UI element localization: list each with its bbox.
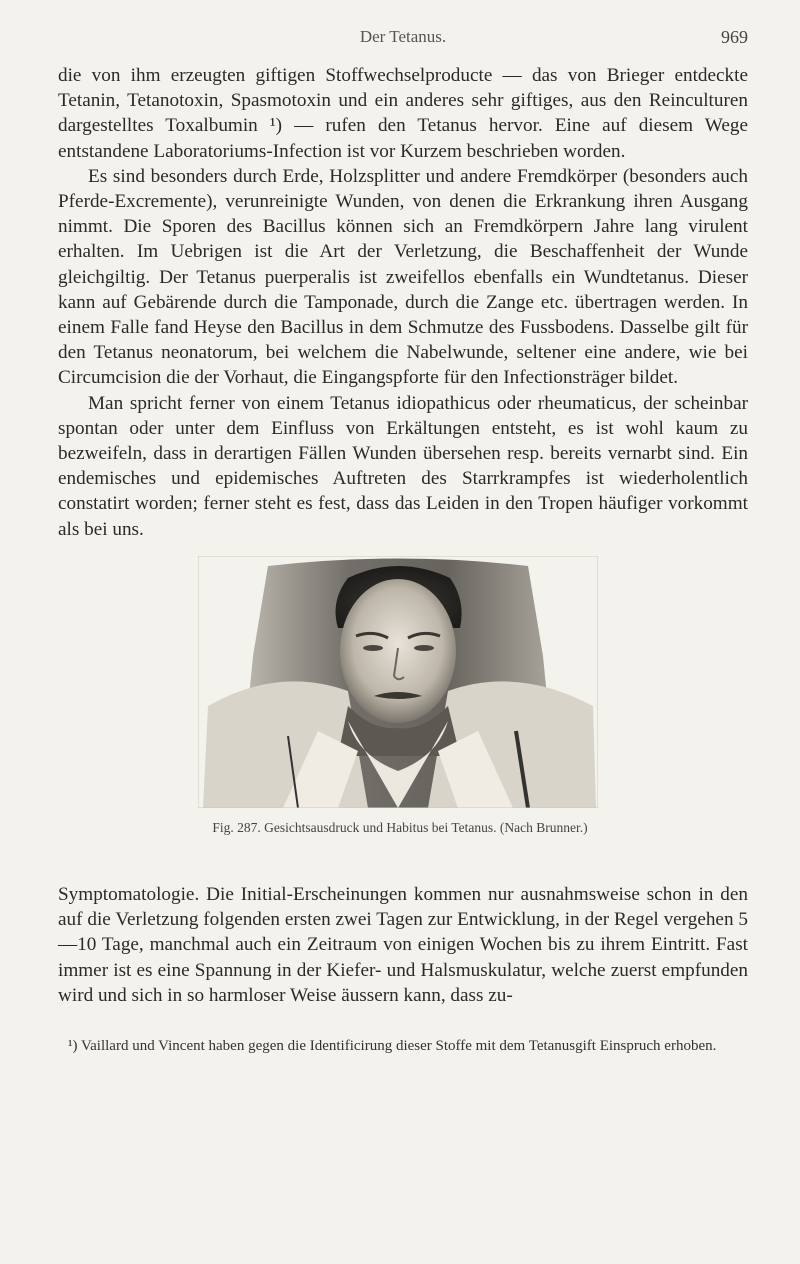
paragraph-2: Es sind besonders durch Erde, Holzsplitter und andere Fremdkörper (besonders auch Pferde-Excremente), verunreinigte Wunden, von denen die Erkrankung ihren Ausgang nimmt. Die Sporen des Bacillus können sich an Fremdkörpern Jahre lang virulent erhalten. Im Uebrigen ist die Art der Verletzung, die Beschaffenheit der Wunde gleichgiltig. Der Tetanus puerperalis ist zweifellos ebenfalls ein Wundtetanus. Dieser kann auf Gebärende durch die Tamponade, durch die Zange etc. übertragen werden. In einem Falle fand Heyse den Bacillus in dem Schmutze des Fussbodens. Dasselbe gilt für den Tetanus neonatorum, bei welchem die Nabelwunde, seltener eine andere, wie bei Circumcision die der Vorhaut, die Eingangspforte für den Infectionsträger bildet. bbox=[58, 165, 748, 389]
paragraph-3: Man spricht ferner von einem Tetanus idiopathicus oder rheumaticus, der scheinbar spontan oder unter dem Einfluss von Erkältungen entsteht, es ist wohl kaum zu bezweifeln, dass in derartigen Fällen Wunden übersehen resp. bereits vernarbt sind. Ein endemisches und epidemisches Auftreten des Starrkrampfes ist wiederholentlich constatirt worden; ferner steht es fest, dass das Leiden in den Tropen häufiger vorkommt als bei uns. bbox=[58, 392, 748, 540]
footnote bbox=[58, 1036, 748, 1056]
running-head bbox=[58, 27, 748, 53]
running-title: Der Tetanus. bbox=[359, 27, 447, 46]
body-text bbox=[58, 63, 748, 542]
figure bbox=[0, 556, 800, 876]
lower-text bbox=[58, 882, 748, 1008]
figure-caption: Fig. 287. Gesichtsausdruck und Habitus bei Tetanus. (Nach Brunner.) bbox=[212, 820, 588, 835]
footnote-text: ¹) Vaillard und Vincent haben gegen die Identificirung dieser Stoffe mit dem Tetanusgift Einspruch erhoben. bbox=[68, 1038, 717, 1054]
paragraph-1: die von ihm erzeugten giftigen Stoffwechselproducte — das von Brieger entdeckte Tetanin, Tetanotoxin, Spasmotoxin und ein anderes sehr giftiges, aus den Reinculturen dargestelltes Toxalbumin ¹) — rufen den Tetanus hervor. Eine auf diesem Wege entstandene Laboratoriums-Infection ist vor Kurzem beschrieben worden. bbox=[58, 65, 748, 162]
page-number: 969 bbox=[721, 27, 748, 47]
paragraph-4: Symptomatologie. Die Initial-Erscheinungen kommen nur ausnahmsweise schon in den auf die Verletzung folgenden ersten zwei Tagen zur Entwicklung, in der Regel vergehen 5—10 Tage, manchmal auch ein Zeitraum von einigen Wochen bis zu ihrem Eintritt. Fast immer ist es eine Spannung in der Kiefer- und Halsmuskulatur, welche zuerst empfunden wird und sich in so harmloser Weise äussern kann, dass zu- bbox=[58, 884, 748, 1006]
patient-portrait-engraving bbox=[198, 556, 598, 808]
